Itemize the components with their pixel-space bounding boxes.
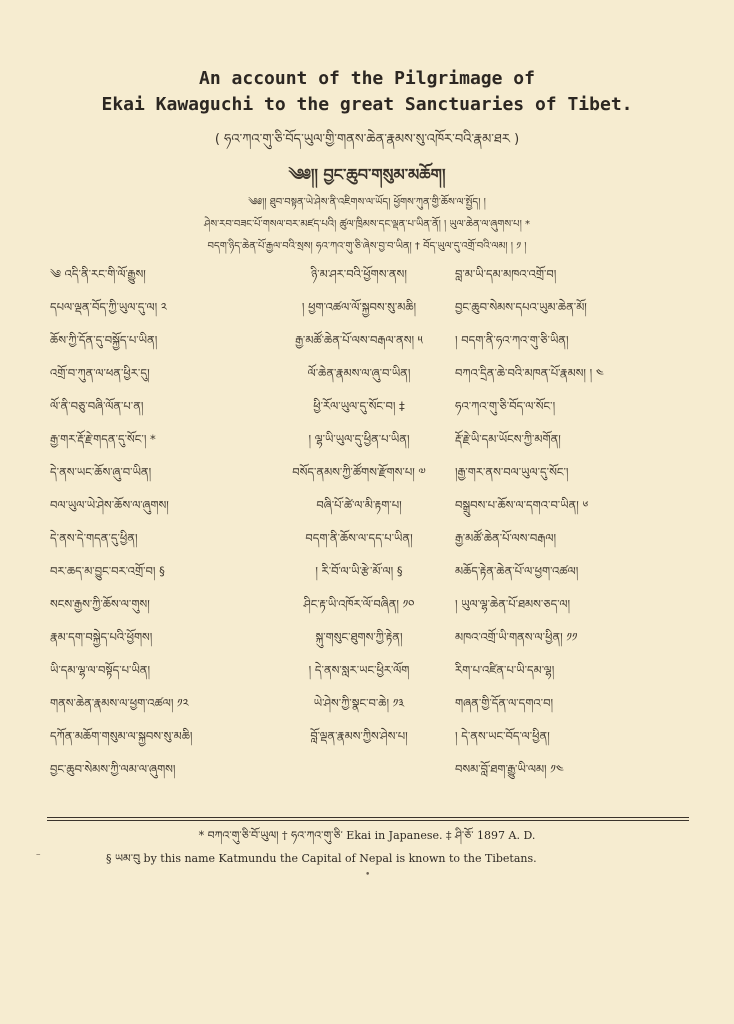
verse-line: ཧའ་ཀའ་གུ་ཅི་བོད་ལ་སོང་།	[455, 399, 556, 413]
footnote-rule	[47, 817, 689, 818]
verse-line: ། ཕྱག་འཚལ་ལོ་སྐྱབས་སུ་མཆི།	[301, 300, 417, 314]
verse-line: དེ་ནས་ཡང་ཆོས་ཞུ་བ་ཡིན།	[50, 465, 152, 479]
verse-line: གཞན་གྱི་དོན་ལ་དགའ་བ།	[455, 696, 554, 710]
tibetan-subtitle: ( ཧའ་ཀའ་གུ་ཅི་བོད་ཡུལ་གྱི་གནས་ཆེན་རྣམས་སུ་འཁོར་བའི་རྣམ་ཐར )	[214, 132, 520, 147]
verse-line: རྣམ་དག་བསྐྱེད་པའི་ཕྱོགས།	[50, 630, 153, 644]
verse-line: མཁའ་འགྲོ་ཡི་གནས་ལ་ཕྱིན། ༡༡	[455, 630, 578, 644]
verse-line: བཀའ་དྲིན་ཆེ་བའི་མཁན་པོ་རྣམས། ། ༤	[455, 366, 604, 380]
verse-line: གནས་ཆེན་རྣམས་ལ་ཕྱག་འཚལ། ༡༢	[50, 696, 189, 710]
verse-line: ། དེ་ནས་ཡང་བོད་ལ་ཕྱིན།	[455, 729, 550, 743]
verse-line: ལོ་ནི་བཅུ་བཞི་ལོན་པ་ན།	[50, 399, 144, 413]
verse-line: བྱང་ཆུབ་སེམས་ཀྱི་ལམ་ལ་ཞུགས།	[50, 762, 176, 776]
intro-line: བདག་ཉིད་ཆེན་པོ་རྒྱལ་བའི་སྲས། ཧའ་ཀའ་གུ་ཅི་ཞེས་བྱ་བ་ཡིན། † བོད་ཡུལ་དུ་འགྲོ་བའི་ལམ། ། ༡ །	[207, 241, 527, 252]
footnote-line-1: * བཀའ་གུ་ཅི་བོ་ཡུལ། † ཧའ་ཀའ་གུ་ཅི་ Ekai in Japanese. ‡ ཤི་ཅོ་ 1897 A. D.	[198, 829, 536, 842]
footnote-line-2: § ཡམ་བུ by this name Katmundu the Capital of Nepal is known to the Tibetans.	[106, 852, 537, 865]
verse-line: བསོད་ནམས་ཀྱི་ཚོགས་རྫོགས་པ། ༧	[292, 465, 426, 479]
verse-line: བཞི་པོ་ཚེ་ལ་མི་རྟག་པ།	[316, 498, 402, 512]
verse-line: འགྲོ་བ་ཀུན་ལ་ཕན་ཕྱིར་དུ།	[50, 366, 150, 380]
verse-line: ། དེ་ནས་སླར་ཡང་ཕྱིར་ལོག	[308, 663, 410, 677]
verse-line: རིག་པ་འཛིན་པ་ཡི་དམ་ལྷ།	[455, 663, 555, 677]
footnote-rule	[47, 820, 689, 821]
verse-line: བློ་ལྡན་རྣམས་ཀྱིས་ཤེས་པ།	[310, 729, 408, 743]
verse-line: དཀོན་མཆོག་གསུམ་ལ་སྐྱབས་སུ་མཆི།	[50, 729, 193, 743]
verse-line: རྒྱ་མཚོ་ཆེན་པོ་ལས་བརྒལ།	[455, 531, 556, 545]
verse-line: བསྒྲུབས་པ་ཆོས་ལ་དགའ་བ་ཡིན། ༦	[455, 498, 589, 512]
verse-line: ། བདག་ནི་ཧའ་ཀའ་གུ་ཅི་ཡིན།	[455, 333, 569, 347]
verse-line: བར་ཆད་མ་བྱུང་བར་འགྲོ་བ། §	[50, 564, 165, 578]
margin-mark: –	[36, 850, 41, 860]
intro-line: ༄༅།། ཐུབ་བསྟན་ཡེ་ཤེས་ནི་འཇིགས་ལ་ཡོད། ཕྱོགས་ཀུན་གྱི་ཆོས་ལ་སྤྱོད། །	[248, 197, 486, 208]
tibetan-heading: ༄༅།། བྱང་ཆུབ་གསུམ་མཆོག།	[288, 165, 446, 184]
verse-line: བསམ་བློ་ཐག་རྒྱུ་ཡི་ལམ། ༡༤	[455, 762, 564, 776]
verse-line: དེ་ནས་དེ་གདན་དུ་ཕྱིན།	[50, 531, 138, 545]
verse-line: བླ་མ་ཡི་དམ་མཁའ་འགྲོ་བ།	[455, 267, 557, 281]
verse-line: བདག་ནི་ཆོས་ལ་དད་པ་ཡིན།	[305, 531, 413, 545]
verse-line: ། ཡུལ་ལྷ་ཆེན་པོ་ཐམས་ཅད་ལ།	[455, 597, 571, 611]
verse-line: རྒྱ་གར་རྡོ་རྗེ་གདན་དུ་སོང་། *	[50, 432, 156, 446]
verse-line: ཡེ་ཤེས་ཀྱི་སྣང་བ་ཆེ། ༡༣	[313, 696, 405, 710]
page-title-line-2: Ekai Kawaguchi to the great Sanctuaries of Tibet.	[101, 94, 633, 115]
verse-line: སྐུ་གསུང་ཐུགས་ཀྱི་རྟེན།	[315, 630, 403, 644]
verse-column-left	[50, 262, 246, 790]
margin-mark: •	[365, 870, 371, 880]
verse-line: རྡོ་རྗེ་ཡི་དམ་ཡོངས་ཀྱི་མགོན།	[455, 432, 561, 446]
verse-line: མཆོད་རྟེན་ཆེན་པོ་ལ་ཕྱག་འཚལ།	[455, 564, 579, 578]
verse-line: སངས་རྒྱས་ཀྱི་ཆོས་ལ་གུས།	[50, 597, 150, 611]
verse-line: ཉི་མ་ཤར་བའི་ཕྱོགས་ནས།	[311, 267, 407, 281]
verse-line: ། རི་བོ་ལ་ཡི་རྩེ་མོ་ལ། §	[315, 564, 403, 578]
verse-line: ལོ་ཆེན་རྣམས་ལ་ཞུ་བ་ཡིན།	[307, 366, 411, 380]
verse-line: ། ལྷ་ཡི་ཡུལ་དུ་ཕྱིན་པ་ཡིན།	[308, 432, 410, 446]
page-title-line-1: An account of the Pilgrimage of	[199, 68, 535, 89]
intro-line: ཤེས་རབ་བཟང་པོ་གསལ་བར་མཛད་པའི། ཚུལ་ཁྲིམས་དང་ལྡན་པ་ཡིན་ནོ། ། ཡུལ་ཆེན་ལ་ཞུགས་པ། *	[204, 219, 530, 230]
verse-line: ཕྱི་རོལ་ཡུལ་དུ་སོང་བ། ‡	[313, 399, 405, 413]
verse-column-middle	[248, 262, 470, 757]
verse-line: ༄ འདི་ནི་རང་གི་ལོ་རྒྱུས།	[50, 267, 146, 281]
verse-line: ཡི་དམ་ལྷ་ལ་བསྟོད་པ་ཡིན།	[50, 663, 151, 677]
verse-line: བལ་ཡུལ་ཡེ་ཤེས་ཆོས་ལ་ཞུགས།	[50, 498, 169, 512]
verse-column-right	[455, 262, 695, 790]
verse-line: ཆོས་ཀྱི་དོན་དུ་བསྐྱོད་པ་ཡིན།	[50, 333, 158, 347]
verse-line: །རྒྱ་གར་ནས་བལ་ཡུལ་དུ་སོང་།	[455, 465, 569, 479]
verse-line: དཔལ་ལྡན་བོད་ཀྱི་ཡུལ་དུ་ལ། ༢	[50, 300, 167, 314]
verse-line: ཤིང་རྟ་ཡི་འཁོར་ལོ་བཞིན། ༡༠	[303, 597, 415, 611]
verse-line: བྱང་ཆུབ་སེམས་དཔའ་ཡུམ་ཆེན་མོ།	[455, 300, 587, 314]
verse-line: རྒྱ་མཚོ་ཆེན་པོ་ལས་བརྒལ་ནས། ༥	[295, 333, 423, 347]
